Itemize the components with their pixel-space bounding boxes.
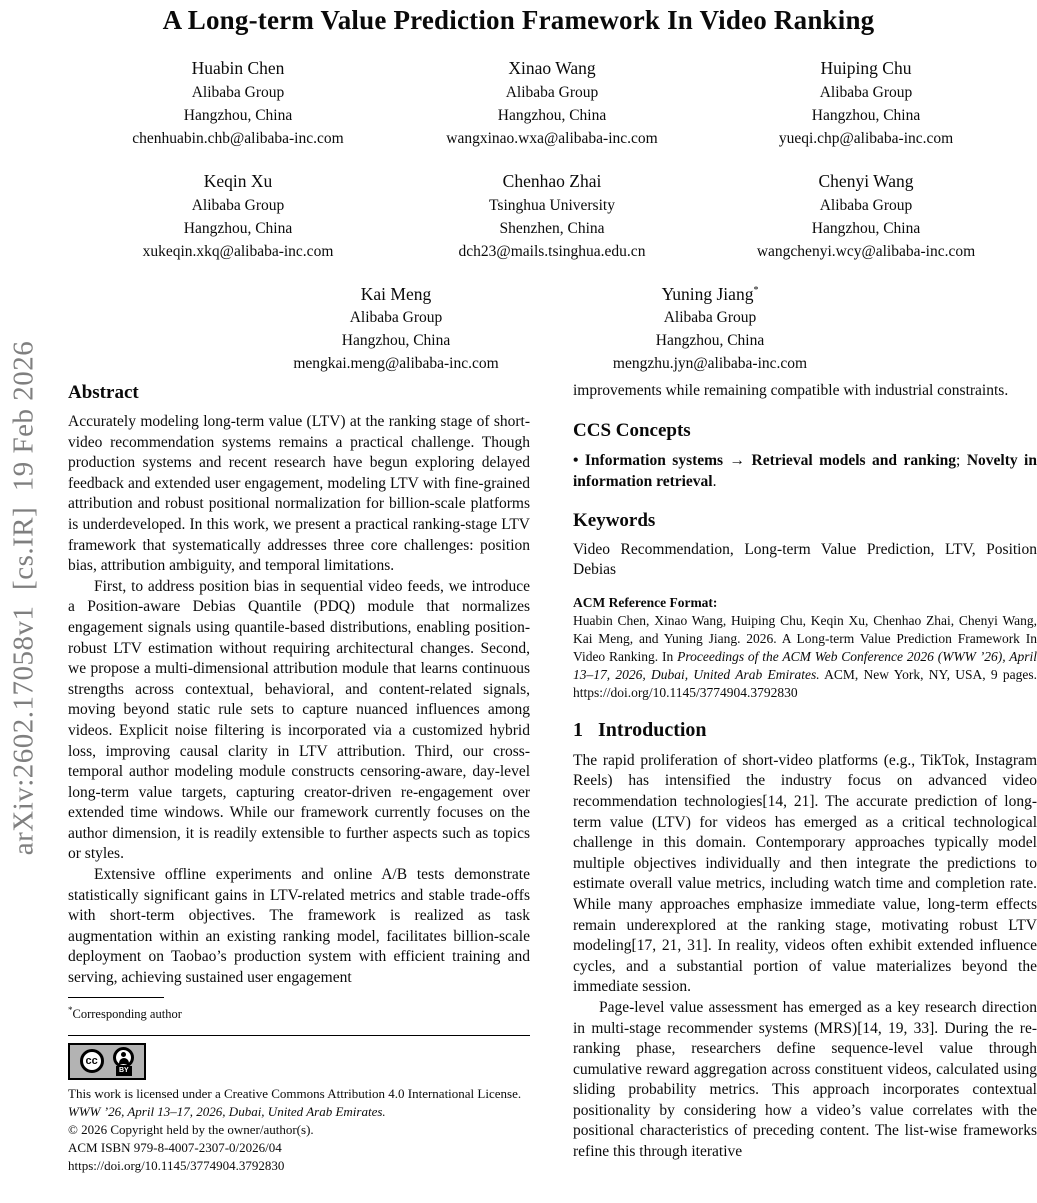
two-column-body xyxy=(68,381,1037,1175)
cc-by-attribution-icon xyxy=(113,1047,134,1076)
author-affiliation: Alibaba Group xyxy=(819,196,913,214)
doi-link[interactable]: https://doi.org/10.1145/3774904.3792830 xyxy=(68,1157,285,1173)
cc-icon: cc xyxy=(80,1049,104,1073)
footnote-divider xyxy=(68,997,164,998)
author-name: Chenhao Zhai xyxy=(502,170,602,191)
arxiv-watermark: arXiv:2602.17058v1 [cs.IR] 19 Feb 2026 xyxy=(7,340,40,856)
acm-reference-text: Huabin Chen, Xinao Wang, Huiping Chu, Keqin Xu, Chenhao Zhai, Chenyi Wang, Kai Meng, and Yuning Jiang. 2026. A Long-term Value Prediction Framework In Video Ranking. In Proceedings of the ACM Web Conference 2026 (WWW ’26), April 13–17, 2026, Dubai, United Arab Emirates. ACM, New York, NY, USA, 9 pages. https://doi.org/10.1145/3774904.3792830 xyxy=(573,612,1037,700)
right-column xyxy=(573,381,1037,1175)
author-name: Keqin Xu xyxy=(203,170,273,191)
arrow-glyph: → xyxy=(723,451,752,469)
introduction-paragraph: Page-level value assessment has emerged as a key research direction in multi-stage recommender systems (MRS)[14, 19, 33]. During the re-ranking phase, researchers define sequence-level value through cumulative reward aggregation across constituent videos, calculated using sliding probability metrics. This approach incorporates contextual positionality by considering how a video’s value correlates with the positional characteristics of preceding content. The list-wise frameworks refine this through iterative xyxy=(573,998,1037,1161)
author-name: Chenyi Wang xyxy=(818,170,914,191)
introduction-paragraph: The rapid proliferation of short-video platforms (e.g., TikTok, Instagram Reels) has intensified the industry focus on advanced video recommendation technologies[14, 21]. The accurate prediction of long-term value (LTV) for videos has emerged as a critical technological challenge in this domain. Contemporary approaches typically model multiple objectives individually and then integrate the predictions to estimate overall value metrics, including watch time and completion rate. While many approaches emphasize immediate value, long-term effects remain underexplored at the ranking stage, motivating robust LTV modeling[17, 21, 31]. In reality, videos often exhibit extended influence cycles, and a substantial portion of value materializes beyond the immediate session. xyxy=(573,751,1037,996)
introduction-heading: 1 Introduction xyxy=(573,718,707,741)
author-email: mengkai.meng@alibaba-inc.com xyxy=(293,355,499,373)
abstract-continuation: improvements while remaining compatible with industrial constraints. xyxy=(573,382,1009,399)
copyright-divider xyxy=(68,1035,530,1036)
page-title: A Long-term Value Prediction Framework In Video Ranking xyxy=(162,5,875,35)
left-column xyxy=(68,381,530,1175)
author-block xyxy=(239,278,553,376)
corresponding-author-footnote: *Corresponding author xyxy=(68,1004,182,1021)
ccs-concepts-text: • Information systems → Retrieval models and ranking; Novelty in information retrieval. xyxy=(573,451,1037,490)
license-block xyxy=(68,1085,530,1175)
author-email: xukeqin.xkq@alibaba-inc.com xyxy=(142,242,334,260)
author-block xyxy=(709,165,1023,263)
author-location: Hangzhou, China xyxy=(183,219,293,237)
authors-row-2 xyxy=(81,165,1023,263)
author-affiliation: Alibaba Group xyxy=(191,83,285,101)
author-affiliation: Alibaba Group xyxy=(505,83,599,101)
author-block xyxy=(81,52,395,150)
author-email: chenhuabin.chb@alibaba-inc.com xyxy=(132,129,344,147)
author-email: dch23@mails.tsinghua.edu.cn xyxy=(458,242,646,260)
author-block xyxy=(553,278,867,376)
author-affiliation: Alibaba Group xyxy=(349,309,443,327)
author-name: Huabin Chen xyxy=(191,57,285,78)
author-name: Huiping Chu xyxy=(820,57,912,78)
copyright-line: © 2026 Copyright held by the owner/author(s). xyxy=(68,1121,314,1137)
author-block xyxy=(395,165,709,263)
author-affiliation: Alibaba Group xyxy=(819,83,913,101)
authors-row-3 xyxy=(239,278,867,376)
ccs-concepts-heading: CCS Concepts xyxy=(573,419,691,441)
author-block xyxy=(709,52,1023,150)
abstract-paragraph: Extensive offline experiments and online A/B tests demonstrate statistically significant gains in LTV-related metrics and stable trade-offs with short-term objectives. The framework is realized as task augmentation within an existing ranking model, facilitates billion-scale deployment on Taobao’s production system with efficient training and serving, achieving sustained user engagement xyxy=(68,866,530,987)
author-email: mengzhu.jyn@alibaba-inc.com xyxy=(612,355,808,373)
by-label: BY xyxy=(116,1066,132,1076)
abstract-paragraph: First, to address position bias in sequential video feeds, we introduce a Position-aware Debias Quantile (PDQ) module that normalizes engagement signals using quantile-based distributions, enabling position-robust LTV estimation without requiring architectural changes. Second, we propose a multi-dimensional attribution module that learns continuous strengths across contextual, behavioral, and content-related signals, moving beyond static rule sets to capture nuanced influences among videos. Explicit noise filtering is incorporated via a customized hybrid loss, improving causal clarity in LTV attribution. Third, our cross-temporal author modeling module constructs censoring-aware, day-level long-term value targets, capturing creator-driven re-engagement over extended time windows. While our framework currently focuses on the author dimension, it is readily extensible to further aspects such as topics or styles. xyxy=(68,577,530,863)
conference-line: WWW ’26, April 13–17, 2026, Dubai, United Arab Emirates. xyxy=(68,1103,386,1119)
author-location: Hangzhou, China xyxy=(811,219,921,237)
author-block xyxy=(395,52,709,150)
author-affiliation: Alibaba Group xyxy=(663,309,757,327)
author-location: Hangzhou, China xyxy=(811,106,921,124)
isbn-line: ACM ISBN 979-8-4007-2307-0/2026/04 xyxy=(68,1139,282,1155)
abstract-heading: Abstract xyxy=(68,382,139,403)
author-name: Xinao Wang xyxy=(508,57,596,78)
author-affiliation: Tsinghua University xyxy=(489,196,615,214)
cc-by-license-badge[interactable] xyxy=(68,1043,146,1080)
keywords-heading: Keywords xyxy=(573,509,656,531)
author-email: wangxinao.wxa@alibaba-inc.com xyxy=(446,129,658,147)
author-email: yueqi.chp@alibaba-inc.com xyxy=(778,129,954,147)
author-location: Hangzhou, China xyxy=(341,332,451,350)
author-location: Hangzhou, China xyxy=(183,106,293,124)
author-location: Shenzhen, China xyxy=(499,219,605,237)
author-name: Kai Meng xyxy=(360,283,432,304)
author-affiliation: Alibaba Group xyxy=(191,196,285,214)
authors-row-1 xyxy=(81,52,1023,150)
license-statement: This work is licensed under a Creative Commons Attribution 4.0 International License. xyxy=(68,1085,522,1101)
author-location: Hangzhou, China xyxy=(497,106,607,124)
author-location: Hangzhou, China xyxy=(655,332,765,350)
author-email: wangchenyi.wcy@alibaba-inc.com xyxy=(756,242,976,260)
abstract-paragraph: Accurately modeling long-term value (LTV) at the ranking stage of short-video recommendation systems remains a practical challenge. Though production systems and recent research have begun exploring delayed feedback and extended user engagement, modeling LTV with fine-grained attribution and robust positional normalization for billion-scale platforms is underdeveloped. In this work, we present a practical ranking-stage LTV framework that systematically addresses three core challenges: position bias, attribution ambiguity, and temporal limitations. xyxy=(68,413,530,575)
acm-reference-label: ACM Reference Format: xyxy=(573,594,718,610)
author-name: Yuning Jiang* xyxy=(661,283,759,304)
person-icon xyxy=(113,1047,134,1068)
keywords-text: Video Recommendation, Long-term Value Prediction, LTV, Position Debias xyxy=(573,540,1037,579)
author-block xyxy=(81,165,395,263)
